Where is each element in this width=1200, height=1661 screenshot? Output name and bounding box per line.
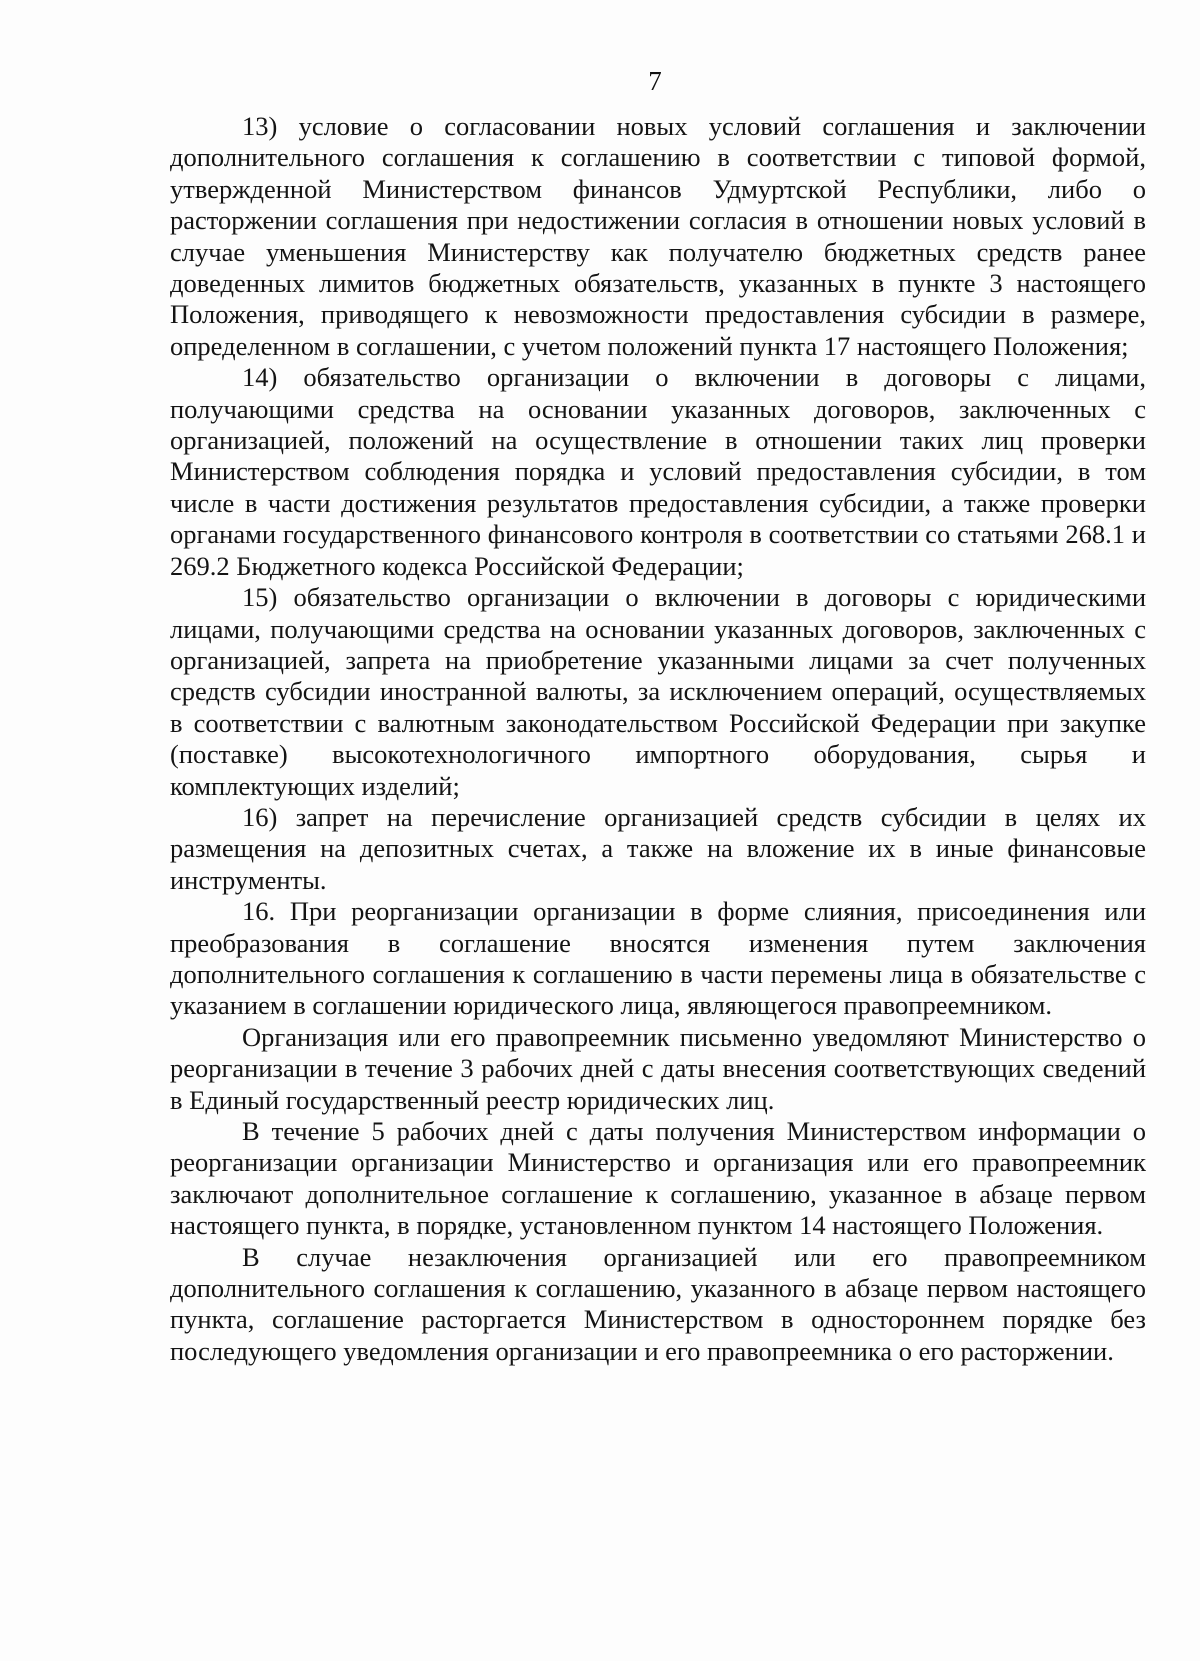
page-number: 7 — [648, 66, 662, 96]
paragraph-item-13: 13) условие о согласовании новых условий соглашения и заключении дополнительного соглашения к соглашению в соответствии с типовой формой, утвержденной Министерством финансов Удмуртской Республики, либо о расторжении соглашения при недостижении согласия в отношении новых условий в случае уменьшения Министерству как получателю бюджетных средств ранее доведенных лимитов бюджетных обязательств, указанных в пункте 3 настоящего Положения, приводящего к невозможности предоставления субсидии в размере, определенном в соглашении, с учетом положений пункта 17 настоящего Положения; — [170, 111, 1146, 361]
paragraph-notification: Организация или его правопреемник письменно уведомляют Министерство о реорганизации в течение 3 рабочих дней с даты внесения соответствующих сведений в Единый государственный реестр юридических лиц. — [170, 1021, 1146, 1115]
document-body — [170, 111, 1146, 1367]
paragraph-clause-16: 16. При реорганизации организации в форме слияния, присоединения или преобразования в соглашение вносятся изменения путем заключения дополнительного соглашения к соглашению в части перемены лица в обязательстве с указанием в соглашении юридического лица, являющегося правопреемником. — [170, 896, 1146, 1021]
paragraph-item-16: 16) запрет на перечисление организацией средств субсидии в целях их размещения на депозитных счетах, а также на вложение их в иные финансовые инструменты. — [170, 801, 1146, 895]
paragraph-item-14: 14) обязательство организации о включении в договоры с лицами, получающими средства на основании указанных договоров, заключенных с организацией, положений на осуществление в отношении таких лиц проверки Министерством соблюдения порядка и условий предоставления субсидии, в том числе в части достижения результатов предоставления субсидии, а также проверки органами государственного финансового контроля в соответствии со статьями 268.1 и 269.2 Бюджетного кодекса Российской Федерации; — [170, 362, 1146, 581]
paragraph-item-15: 15) обязательство организации о включении в договоры с юридическими лицами, получающими средства на основании указанных договоров, заключенных с организацией, запрета на приобретение указанными лицами за счет полученных средств субсидии иностранной валюты, за исключением операций, осуществляемых в соответствии с валютным законодательством Российской Федерации при закупке (поставке) высокотехнологичного импортного оборудования, сырья и комплектующих изделий; — [170, 582, 1146, 801]
paragraph-agreement-term: В течение 5 рабочих дней с даты получения Министерством информации о реорганизации организации Министерство и организация или его правопреемник заключают дополнительное соглашение к соглашению, указанное в абзаце первом настоящего пункта, в порядке, установленном пунктом 14 настоящего Положения. — [170, 1116, 1146, 1241]
paragraph-termination: В случае незаключения организацией или его правопреемником дополнительного соглашения к соглашению, указанного в абзаце первом настоящего пункта, соглашение расторгается Министерством в одностороннем порядке без последующего уведомления организации и его правопреемника о его расторжении. — [170, 1241, 1146, 1366]
